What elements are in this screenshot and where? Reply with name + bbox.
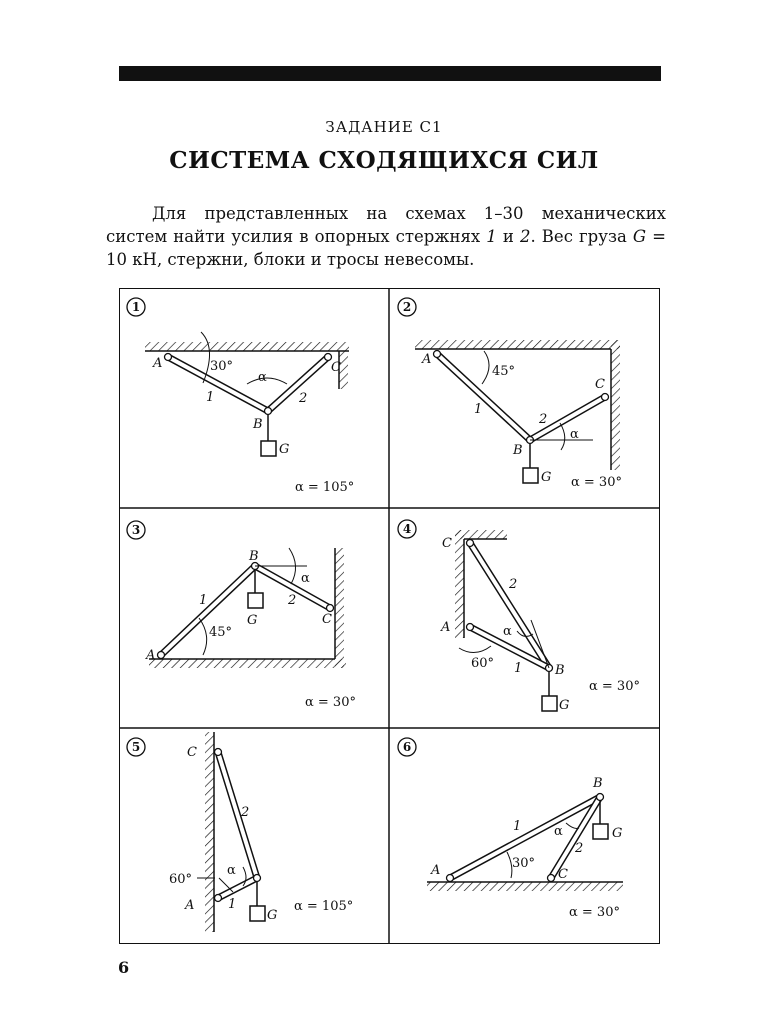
diagram-label: B [248, 548, 259, 564]
diagram-label: 1 [474, 401, 483, 417]
diagram-label: B [555, 662, 565, 678]
scheme-number: 1 [131, 299, 140, 314]
diagram-label: C [186, 744, 197, 760]
diagram-label: α = 30° [571, 474, 622, 490]
scheme-5 [119, 728, 389, 944]
diagram-label: α = 30° [589, 678, 640, 694]
diagram-label: 2 [402, 299, 412, 314]
diagram-label: α [300, 570, 310, 586]
diagram-label: C [558, 866, 568, 882]
scheme-4 [389, 508, 659, 728]
scheme-6 [389, 728, 659, 944]
diagram-label: 2 [539, 411, 548, 427]
top-rule [119, 66, 661, 81]
diagram-label: G [612, 825, 623, 841]
diagram-label: G [278, 441, 289, 457]
diagram-label: α = 105° [293, 898, 353, 914]
diagram-label: B [513, 442, 523, 458]
diagram-label: 2 [287, 592, 296, 608]
intro-paragraph [106, 202, 666, 271]
scheme-1 [119, 288, 389, 508]
diagram-label: α [503, 623, 512, 639]
diagram-label: C [442, 535, 452, 551]
diagram-label: 45° [208, 624, 232, 640]
diagram-label: C [330, 359, 341, 375]
page-title: СИСТЕМА СХОДЯЩИХСЯ СИЛ [169, 147, 599, 174]
schemes-grid [119, 288, 660, 944]
diagram-label: 6 [402, 739, 412, 754]
diagram-label: 3 [131, 522, 140, 537]
diagram-label: 1 [227, 896, 236, 912]
diagram-label: α [226, 862, 236, 878]
diagram-label: 2 [509, 576, 518, 592]
diagram-label: α = 30° [304, 694, 356, 710]
diagram-label: 1 [198, 592, 207, 608]
diagram-label: α = 30° [569, 904, 620, 920]
scheme-3 [119, 508, 389, 728]
diagram-label: A [152, 355, 162, 371]
diagram-label: B [252, 416, 263, 432]
diagram-label: 60° [168, 871, 192, 887]
diagram-label: G [266, 907, 277, 923]
diagram-label: α [257, 369, 267, 385]
diagram-label: A [441, 619, 451, 635]
diagram-label: 1 [205, 389, 214, 405]
scheme-alpha: α = 105° [294, 479, 354, 495]
diagram-label: G [559, 697, 570, 713]
page-number: 6 [118, 958, 130, 977]
diagram-label: 2 [240, 804, 249, 820]
diagram-label: A [184, 897, 194, 913]
diagram-label: A [145, 647, 155, 663]
diagram-label: α [570, 426, 579, 442]
diagram-label: 45° [492, 363, 516, 379]
diagram-label: α [554, 823, 563, 839]
diagram-label: G [541, 469, 552, 485]
diagram-label: 2 [298, 390, 307, 406]
diagram-label: 5 [131, 739, 140, 754]
diagram-label: 4 [402, 521, 412, 536]
diagram-label: A [431, 862, 441, 878]
task-label: ЗАДАНИЕ С1 [325, 118, 443, 136]
diagram-label: 30° [512, 855, 536, 871]
diagram-label: G [246, 612, 257, 628]
diagram-label: 1 [513, 818, 522, 834]
scheme-2 [389, 288, 659, 508]
diagram-label: C [595, 376, 605, 392]
intro-text: Для представленных на схемах 1–30 механических систем найти усилия в опорных стержнях 1 и 2. Вес груза G = 10 кН, стержни, блоки и тросы невесомы. [106, 204, 666, 269]
diagram-label: C [321, 611, 332, 627]
diagram-label: 2 [575, 840, 584, 856]
diagram-label: 1 [514, 660, 523, 676]
diagram-label: 30° [209, 358, 233, 374]
diagram-label: A [422, 351, 432, 367]
diagram-label: 60° [471, 655, 495, 671]
diagram-label: B [593, 775, 603, 791]
